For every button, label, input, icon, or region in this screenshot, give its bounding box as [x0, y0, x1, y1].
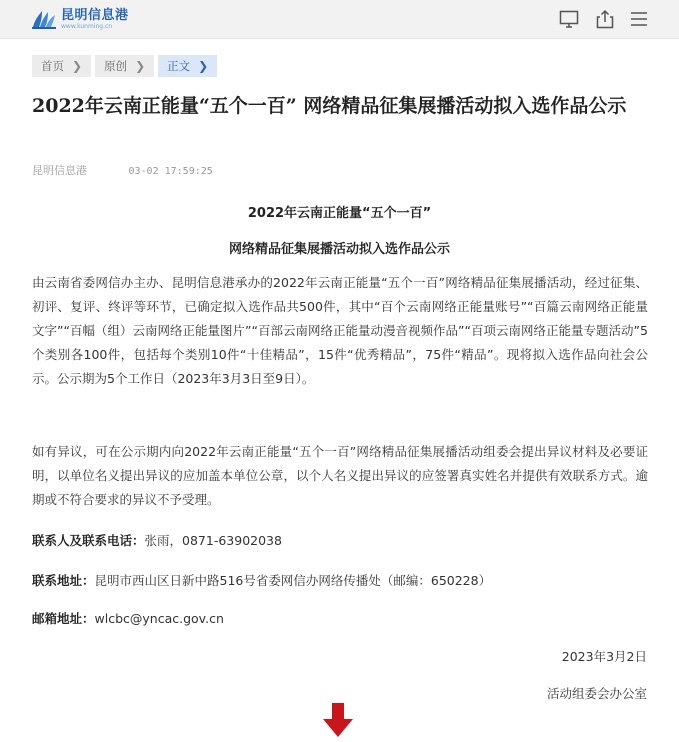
chevron-right-icon: ❯	[198, 59, 209, 73]
breadcrumb-home[interactable]	[32, 55, 91, 77]
top-header	[0, 0, 679, 39]
breadcrumb-label: 首页	[41, 59, 64, 73]
monitor-icon[interactable]	[558, 8, 580, 30]
site-logo[interactable]	[30, 5, 129, 33]
share-icon[interactable]	[594, 8, 616, 30]
email-value: wlcbc@yncac.gov.cn	[94, 611, 224, 626]
arrow-down-icon[interactable]	[322, 702, 354, 738]
chevron-right-icon: ❯	[72, 59, 83, 73]
contact-label: 联系人及联系电话：	[32, 533, 145, 548]
notice-date: 2023年3月2日	[561, 649, 647, 664]
address-line	[32, 571, 491, 589]
breadcrumb-label: 原创	[104, 59, 128, 73]
menu-icon[interactable]	[628, 8, 650, 30]
article-time: 03-02 17:59:25	[128, 166, 213, 177]
address-label: 联系地址：	[32, 573, 95, 588]
logo-name: 昆明信息港	[61, 7, 129, 23]
logo-mark-icon	[30, 7, 58, 31]
article-source[interactable]: 昆明信息港	[32, 164, 87, 177]
contact-value: 张雨，0871-63902038	[144, 533, 282, 548]
article-title: 2022年云南正能量“五个一百” 网络精品征集展播活动拟入选作品公示	[32, 95, 627, 117]
breadcrumb	[32, 55, 221, 77]
address-value: 昆明市西山区日新中路516号省委网信办网络传播处（邮编：650228）	[94, 573, 492, 588]
logo-url: www.kunming.cn	[61, 22, 113, 30]
article-meta	[32, 162, 213, 178]
paragraph-1: 由云南省委网信办主办、昆明信息港承办的2022年云南正能量“五个一百”网络精品征集展播活动，经过征集、初评、复评、终评等环节，已确定拟入选作品共500件，其中“百个云南网络正能量账号”“百篇云南网络正能量文字”“百幅（组）云南网络正能量图片”“百部云南网络正能量动漫音视频作品”“百项云南网络正能量专题活动”5个类别各100件，包括每个类别10件“十佳精品”，15件“优秀精品”，75件“精品”。现将拟入选作品向社会公示。公示期为5个工作日（2023年3月3日至9日）。	[32, 275, 648, 386]
notice-signature: 活动组委会办公室	[546, 686, 647, 701]
breadcrumb-original[interactable]	[95, 55, 154, 77]
email-line	[32, 609, 224, 627]
paragraph-2: 如有异议，可在公示期内向2022年云南正能量“五个一百”网络精品征集展播活动组委会提出异议材料及必要证明，以单位名义提出异议的应加盖本单位公章，以个人名义提出异议的应签署真实姓名并提供有效联系方式。逾期或不符合要求的异议不予受理。	[32, 444, 648, 507]
breadcrumb-label: 正文	[167, 59, 191, 73]
content-title-1: 2022年云南正能量“五个一百”	[247, 206, 432, 221]
chevron-right-icon: ❯	[135, 59, 146, 73]
content-title-2: 网络精品征集展播活动拟入选作品公示	[228, 242, 450, 257]
breadcrumb-article[interactable]	[158, 55, 217, 77]
email-label: 邮箱地址：	[32, 611, 95, 626]
contact-line	[32, 531, 282, 549]
